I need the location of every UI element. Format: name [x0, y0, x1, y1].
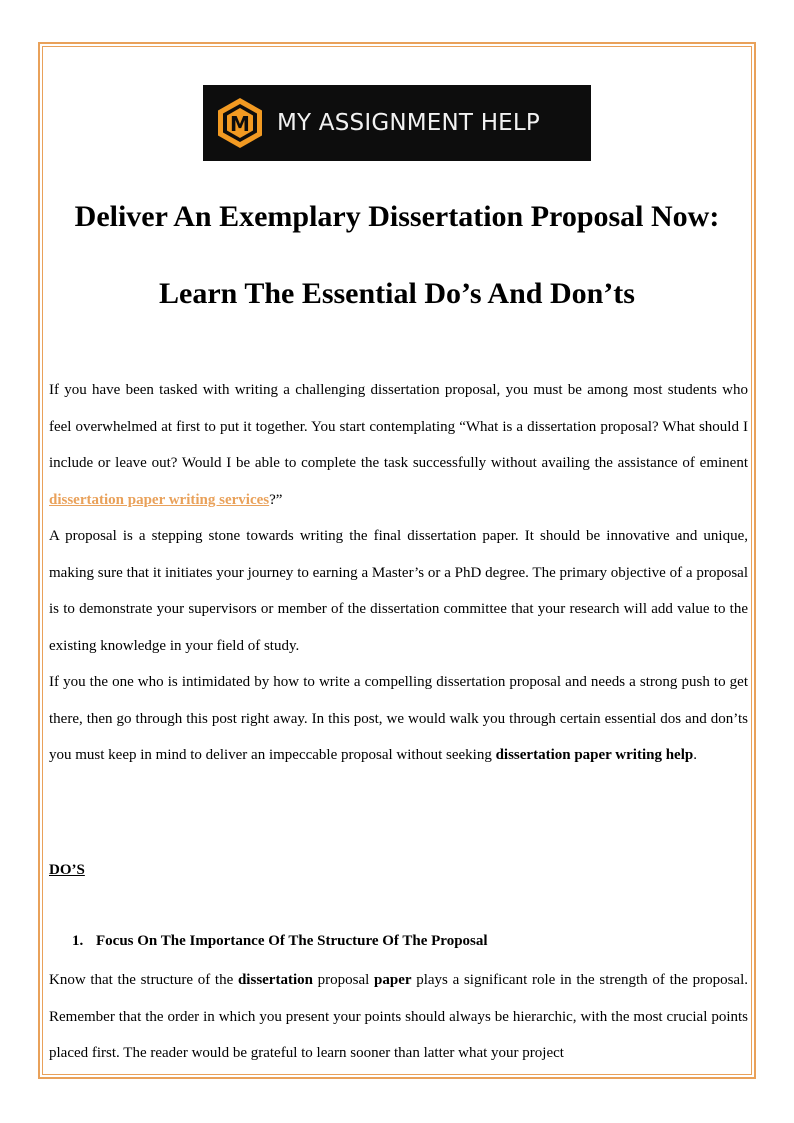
- brand-name: MY ASSIGNMENT HELP: [277, 110, 541, 136]
- intro-text-end: .: [693, 747, 697, 763]
- intro-text-end: ?”: [269, 491, 283, 508]
- page-title-line-1: Deliver An Exemplary Dissertation Proposal Now:: [74, 200, 720, 233]
- dissertation-services-link[interactable]: dissertation paper writing services: [49, 491, 270, 508]
- body-text: proposal: [312, 972, 375, 988]
- intro-text: If you have been tasked with writing a challenging dissertation proposal, you must be among most students who feel overwhelmed at first to put it together. You start contemplating “What is a dissertation proposal? What should I include or leave out? Would I be able to complete the task successfully without availing the assistance of eminent: [49, 382, 748, 471]
- structure-section: [49, 962, 748, 1072]
- list-item: [72, 933, 488, 950]
- hexagon-m-icon: [213, 96, 267, 150]
- dos-heading: DO’S: [49, 862, 85, 878]
- body-text: plays a significant role in the strength of the proposal. Remember that the order in which you present your points should always be hierarchic, with the most crucial points placed first. The reader would be grateful to learn sooner than latter what your project: [49, 972, 748, 1061]
- logo-letter: M: [230, 112, 250, 136]
- intro-text: If you the one who is intimidated by how to write a compelling dissertation proposal and needs a strong push to get there, then go through this post right away. In this post, we would walk you through certain essential dos and don’ts you must keep in mind to deliver an impeccable proposal without seeking: [49, 674, 748, 763]
- bold-phrase: dissertation paper writing help: [495, 747, 694, 763]
- intro-paragraph-2: A proposal is a stepping stone towards writing the final dissertation paper. It should be innovative and unique, making sure that it initiates your journey to earning a Master’s or a PhD degree. The primary objective of a proposal is to demonstrate your supervisors or member of the dissertation committee that your research will add value to the existing knowledge in your field of study.: [49, 528, 748, 654]
- body-text: Know that the structure of the: [49, 972, 238, 988]
- intro-paragraph-3: [49, 664, 748, 774]
- list-number: 1.: [72, 933, 84, 949]
- list-item-title: Focus On The Importance Of The Structure Of The Proposal: [96, 933, 488, 949]
- brand-logo[interactable]: [203, 85, 591, 161]
- bold-word: dissertation: [237, 972, 313, 988]
- page-title-line-2: Learn The Essential Do’s And Don’ts: [159, 277, 635, 310]
- bold-word: paper: [374, 972, 412, 988]
- intro-paragraph-1: [49, 372, 748, 518]
- structure-paragraph: [49, 962, 748, 1072]
- intro-section: [49, 372, 748, 774]
